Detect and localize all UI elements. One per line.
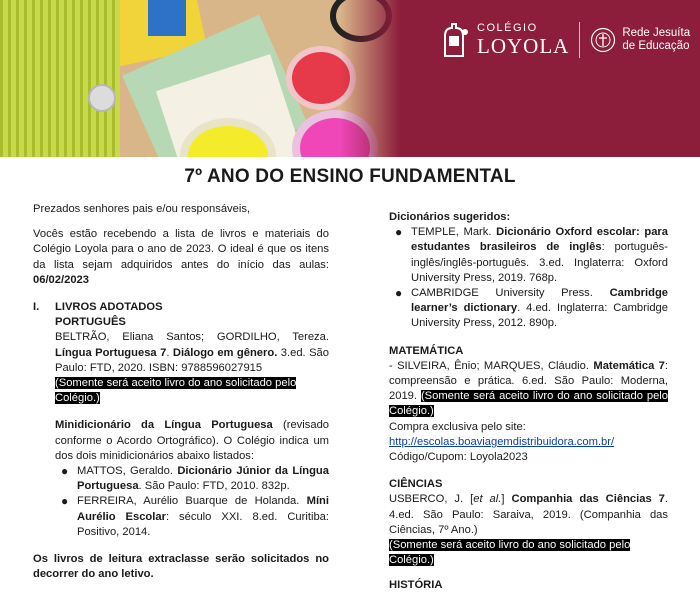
math-book: - SILVEIRA, Ênio; MARQUES, Cláudio. Matemática 7: compreensão e prática. 6.ed. São Paulo: Moderna, 2019. (Somente será aceito livro do ano solicitado pelo Colégio.) [389, 359, 668, 418]
logo-big-text: LOYOLA [477, 34, 570, 58]
bullet-icon: ● [395, 286, 403, 301]
minidicionario-paragraph: Minidicionário da Língua Portuguesa (revisado conforme o Acordo Ortográfico). O Colégio indica um dos dois minidicionários abaixo listados: [55, 419, 330, 462]
site-label: Compra exclusiva pelo site: [389, 420, 526, 433]
section-title: LIVROS ADOTADOS [55, 301, 163, 314]
list-item: ● CAMBRIDGE University Press. Cambridge learner’s dictionary. 4.ed. Inglaterra: Cambridge University Press, 2012. 890p. [395, 286, 668, 330]
spiral-notebook [0, 0, 120, 157]
science-note: (Somente será aceito livro do ano solicitado pelo Colégio.) [389, 539, 631, 567]
page-title: 7º ANO DO ENSINO FUNDAMENTAL [184, 166, 516, 187]
science-heading: CIÊNCIAS [389, 478, 443, 491]
intro-paragraph: Vocês estão recebendo a lista de livros e materiais do Colégio Loyola para o ano de 2023. O ideal é que os itens da lista sejam adquiridos antes do início das aulas: 06/02/2023 [33, 228, 329, 286]
loyola-crest-icon [441, 22, 471, 58]
blue-block [148, 0, 186, 36]
section-heading [33, 300, 329, 315]
network-line-1: Rede Jesuíta [622, 26, 691, 39]
portugues-note: (Somente será aceito livro do ano solicitado pelo Colégio.) [55, 377, 297, 405]
math-heading: MATEMÁTICA [389, 344, 464, 357]
history-heading: HISTÓRIA [389, 579, 443, 592]
minidicionario-list [55, 464, 329, 540]
school-logo[interactable] [441, 22, 690, 58]
list-item: ● TEMPLE, Mark. Dicionário Oxford escolar: para estudantes brasileiros de inglês: português-inglês/inglês-português. 3.ed. Inglaterra: Oxford University Press, 2019. 768p. [395, 225, 668, 284]
coupon-code: Código/Cupom: Loyola2023 [389, 451, 528, 464]
push-pin [88, 84, 116, 112]
subject-portugues: PORTUGUÊS [55, 316, 126, 329]
jesuit-network-seal-icon [590, 27, 616, 53]
bullet-icon: ● [61, 494, 69, 509]
header-banner [0, 0, 700, 157]
science-book: USBERCO, J. [et al.] Companhia das Ciências 7. 4.ed. São Paulo: Saraiva, 2019. (Companhia das Ciências, 7º Ano.) [389, 493, 668, 536]
store-link[interactable]: http://escolas.boaviagemdistribuidora.com.br/ [389, 435, 615, 448]
greeting: Prezados senhores pais e/ou responsáveis, [33, 203, 251, 215]
section-number: I. [33, 301, 40, 314]
logo-small-text: COLÉGIO [477, 22, 538, 34]
list-item: ● FERREIRA, Aurélio Buarque de Holanda. Míni Aurélio Escolar: século XXI. 8.ed. Curitiba: Positivo, 2014. [61, 494, 330, 538]
reading-note: Os livros de leitura extraclasse serão solicitados no decorrer do ano letivo. [33, 553, 329, 581]
math-note: (Somente será aceito livro do ano solicitado pelo Colégio.) [389, 390, 668, 418]
right-column [389, 202, 668, 594]
intro-date: 06/02/2023 [33, 273, 89, 286]
bullet-icon: ● [61, 464, 69, 479]
list-item: ● MATTOS, Geraldo. Dicionário Júnior da Língua Portuguesa. São Paulo: FTD, 2010. 832p. [61, 464, 329, 493]
portugues-block [55, 315, 329, 540]
network-line-2: de Educação [622, 40, 690, 52]
portugues-book: BELTRÃO, Eliana Santos; GORDILHO, Tereza. Língua Portuguesa 7. Diálogo em gênero. 3.ed. São Paulo: FTD, 2020. ISBN: 9788596027915 [55, 331, 329, 374]
dictionaries-list [389, 225, 668, 331]
bullet-icon: ● [395, 225, 403, 240]
school-supplies-photo [0, 0, 400, 157]
dictionaries-heading: Dicionários sugeridos: [389, 211, 511, 223]
left-column [33, 202, 329, 582]
